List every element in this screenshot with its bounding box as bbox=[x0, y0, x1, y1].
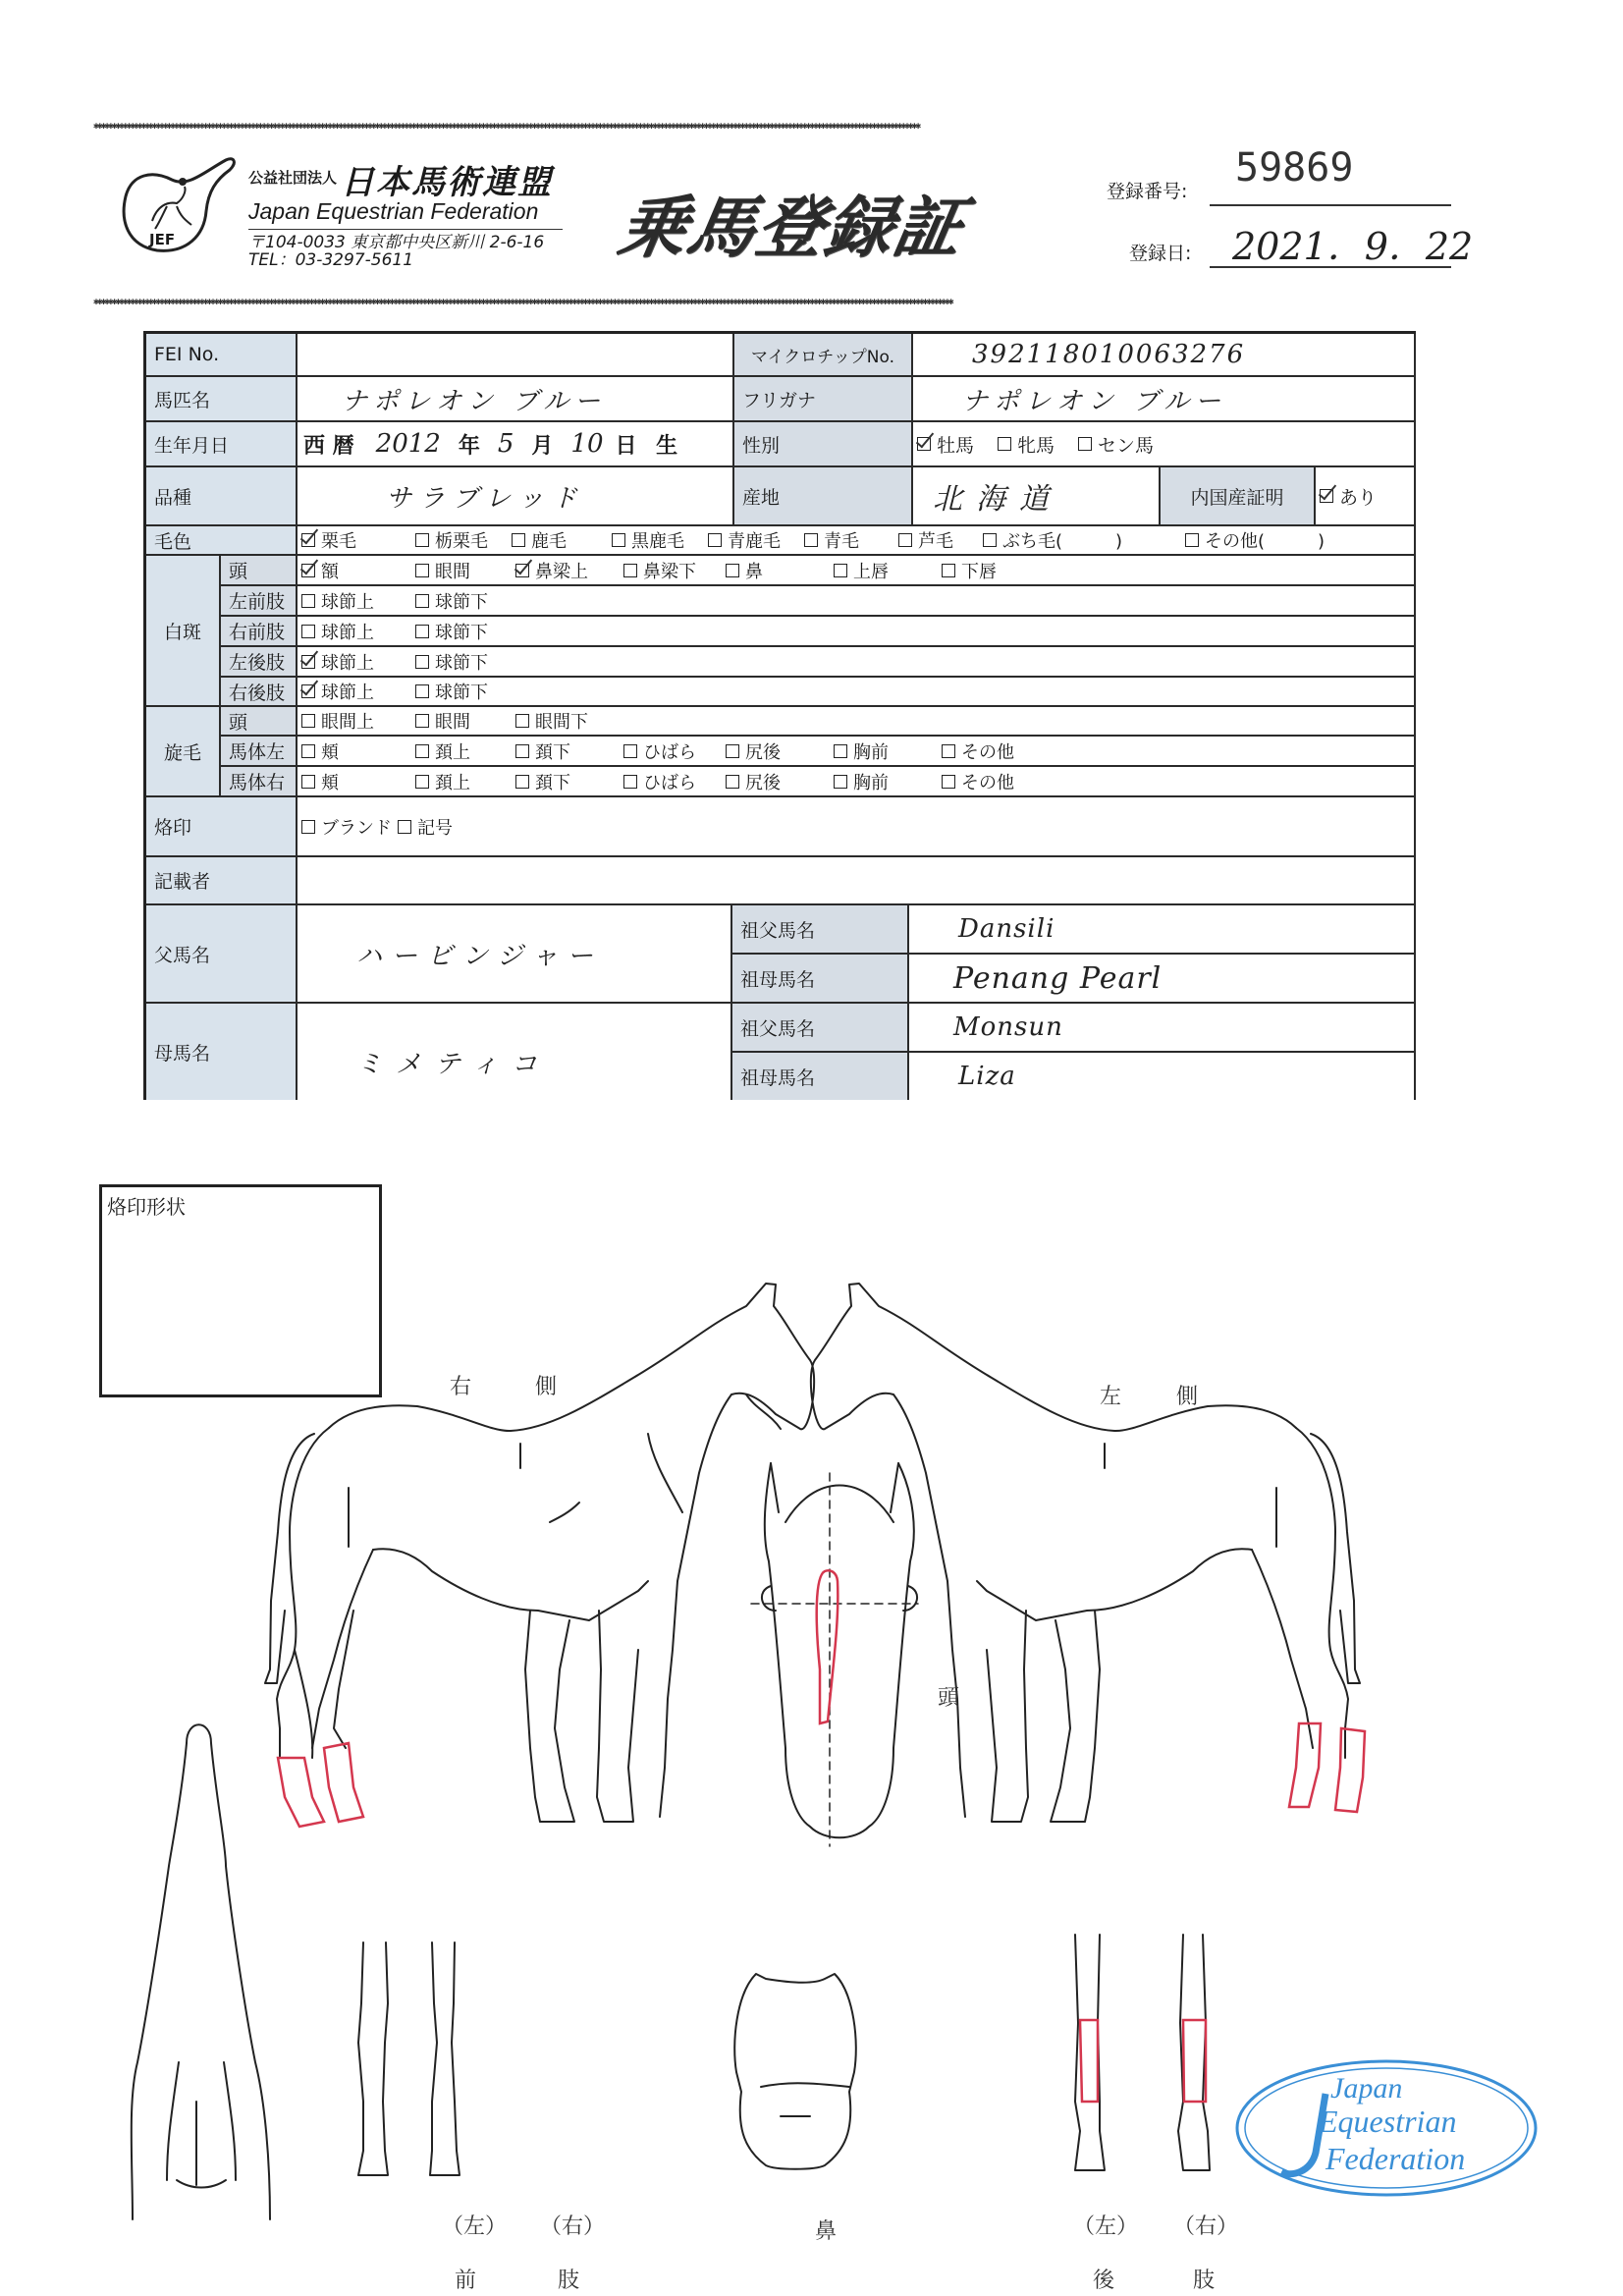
fei-no-field[interactable] bbox=[298, 334, 734, 377]
option-label: ひばら bbox=[643, 741, 696, 763]
checkbox-icon[interactable] bbox=[1185, 533, 1199, 547]
birth-date-label-text: 生年月日 bbox=[154, 434, 230, 457]
whorl-body-right-options bbox=[298, 767, 1416, 797]
birth-year: 2012 bbox=[375, 429, 441, 459]
origin-label bbox=[734, 467, 913, 526]
checkbox-checked-icon[interactable] bbox=[917, 437, 931, 451]
dam-granddam-label bbox=[732, 1053, 909, 1100]
dam-label-text: 母馬名 bbox=[154, 1042, 211, 1065]
coat-option-dark-bay[interactable] bbox=[612, 527, 702, 553]
checkbox-icon[interactable] bbox=[301, 714, 315, 728]
org-name-en: Japan Equestrian Federation bbox=[248, 198, 539, 224]
grandsire-label-text: 祖父馬名 bbox=[740, 1017, 816, 1040]
sire-granddam-value: Penang Pearl bbox=[953, 960, 1163, 996]
horse-name-field[interactable] bbox=[298, 377, 734, 422]
checkbox-icon[interactable] bbox=[834, 775, 847, 789]
left-side-label-2: 側 bbox=[1176, 1385, 1199, 1409]
option-label: 頬 bbox=[321, 772, 339, 793]
coat-option-label: その他( ) bbox=[1205, 531, 1325, 552]
microchip-value: 392118010063276 bbox=[972, 340, 1246, 369]
option-label: 球節上 bbox=[321, 652, 374, 674]
whorl-left-chest[interactable] bbox=[834, 738, 936, 764]
grandsire-label-text: 祖父馬名 bbox=[740, 919, 816, 942]
option-label: 尻後 bbox=[745, 772, 781, 793]
white-right-hind-label bbox=[221, 678, 298, 707]
org-prefix: 公益社団法人 bbox=[248, 169, 338, 187]
option-label: 球節下 bbox=[435, 622, 488, 643]
checkbox-icon[interactable] bbox=[726, 775, 739, 789]
hindlimb-caption-1: 後 bbox=[1093, 2269, 1115, 2293]
white-head-options bbox=[298, 556, 1416, 586]
brand-shape-label: 烙印形状 bbox=[107, 1195, 186, 1219]
row-label: 右後肢 bbox=[229, 682, 286, 704]
breed-value: サラブレッド bbox=[386, 483, 585, 514]
rear-view-outline bbox=[132, 1724, 270, 2219]
coat-option-black[interactable] bbox=[804, 527, 893, 553]
white-right-fore-below-fetlock[interactable] bbox=[415, 619, 488, 644]
checkbox-checked-icon[interactable] bbox=[301, 564, 315, 577]
checkbox-icon[interactable] bbox=[398, 820, 411, 834]
hind-right-marking bbox=[1183, 2020, 1206, 2102]
org-name-ja: 日本馬術連盟 bbox=[341, 163, 553, 202]
forelimb-left-label: （左） bbox=[442, 2214, 508, 2239]
dam-grandsire-field[interactable] bbox=[909, 1004, 1416, 1053]
whorl-left-lower-neck[interactable] bbox=[515, 738, 618, 764]
sire-grandsire-field[interactable] bbox=[909, 905, 1416, 955]
muzzle-label: 鼻 bbox=[815, 2219, 838, 2244]
checkbox-icon[interactable] bbox=[708, 533, 722, 547]
breed-label bbox=[146, 467, 298, 526]
checkbox-icon[interactable] bbox=[301, 820, 315, 834]
checkbox-icon[interactable] bbox=[415, 594, 429, 608]
stamp-line-3: Federation bbox=[1325, 2141, 1466, 2176]
option-label: 眼間 bbox=[435, 712, 470, 733]
coat-color-options bbox=[298, 526, 1416, 556]
recorder-label-text: 記載者 bbox=[154, 871, 211, 893]
sex-option-label: 牝馬 bbox=[1017, 434, 1055, 457]
sire-label bbox=[146, 905, 298, 1004]
option-label: その他 bbox=[961, 741, 1014, 763]
registration-number-underline bbox=[1210, 204, 1451, 206]
whorl-right-flank[interactable] bbox=[623, 769, 720, 794]
sex-options bbox=[913, 422, 1416, 467]
coat-color-label bbox=[146, 526, 298, 556]
white-head-forehead[interactable] bbox=[301, 558, 409, 583]
left-side-horse-outline bbox=[811, 1284, 1360, 1822]
granddam-label-text: 祖母馬名 bbox=[740, 1066, 816, 1089]
muzzle-outline bbox=[734, 1974, 856, 2169]
option-label: 下唇 bbox=[961, 561, 997, 582]
breed-label-text: 品種 bbox=[154, 486, 192, 509]
microchip-field[interactable] bbox=[913, 334, 1416, 377]
horse-name-label-text: 馬匹名 bbox=[154, 389, 211, 411]
checkbox-icon[interactable] bbox=[301, 775, 315, 789]
white-markings-label-text: 白斑 bbox=[163, 621, 201, 643]
forelimb-caption-2: 肢 bbox=[558, 2269, 580, 2293]
registration-date-underline bbox=[1210, 266, 1451, 268]
furigana-value: ナポレオン ブルー bbox=[962, 386, 1227, 416]
option-label: その他 bbox=[961, 772, 1014, 793]
registration-number-label: 登録番号: bbox=[1107, 181, 1188, 202]
white-left-hind-options bbox=[298, 647, 1416, 678]
registration-number-value: 59869 bbox=[1235, 145, 1354, 191]
dam-granddam-value: Liza bbox=[958, 1062, 1016, 1091]
white-head-between-eyes[interactable] bbox=[415, 558, 510, 583]
sire-value: ハービンジャー bbox=[356, 941, 603, 971]
option-label: 胸前 bbox=[853, 741, 889, 763]
right-side-label-2: 側 bbox=[535, 1375, 558, 1399]
coat-option-pinto[interactable] bbox=[983, 527, 1179, 553]
brand-shape-box[interactable] bbox=[99, 1184, 382, 1397]
head-center-guidelines bbox=[751, 1473, 918, 1846]
checkbox-icon[interactable] bbox=[612, 533, 625, 547]
white-right-fore-above-fetlock[interactable] bbox=[301, 619, 409, 644]
dam-value: ミメティコ bbox=[356, 1049, 551, 1079]
checkbox-icon[interactable] bbox=[301, 594, 315, 608]
horse-name-value: ナポレオン ブルー bbox=[342, 386, 607, 416]
checkbox-icon[interactable] bbox=[415, 684, 429, 698]
furigana-field[interactable] bbox=[913, 377, 1416, 422]
checkbox-icon[interactable] bbox=[942, 775, 955, 789]
checkbox-icon[interactable] bbox=[726, 744, 739, 758]
option-label: 球節上 bbox=[321, 683, 374, 703]
checkbox-icon[interactable] bbox=[942, 564, 955, 577]
whorls-label bbox=[146, 707, 221, 797]
furigana-label-text: フリガナ bbox=[742, 389, 817, 411]
hindlimb-caption-2: 肢 bbox=[1193, 2269, 1216, 2293]
white-right-hind-below-fetlock[interactable] bbox=[415, 679, 488, 704]
white-left-hind-above-fetlock[interactable] bbox=[301, 649, 409, 675]
recorder-field[interactable] bbox=[298, 857, 1416, 905]
head-front-view-outline bbox=[762, 1463, 917, 1837]
saddle-rider-icon bbox=[118, 152, 245, 260]
checkbox-icon[interactable] bbox=[415, 533, 429, 547]
coat-option-gray[interactable] bbox=[898, 527, 977, 553]
org-contact bbox=[248, 234, 544, 269]
jef-official-stamp bbox=[1232, 2054, 1542, 2202]
coat-option-label: 栗毛 bbox=[321, 531, 356, 552]
birth-era: 西 暦 bbox=[303, 433, 354, 459]
fei-no-label bbox=[146, 334, 298, 377]
row-label: 右前肢 bbox=[229, 622, 286, 643]
dam-grandsire-label bbox=[732, 1004, 909, 1053]
option-label: 球節下 bbox=[435, 652, 488, 674]
sex-label-text: 性別 bbox=[742, 434, 781, 457]
domestic-cert-label bbox=[1161, 467, 1316, 526]
checkbox-icon[interactable] bbox=[415, 625, 429, 638]
option-label: 鼻梁上 bbox=[535, 561, 588, 582]
birth-date-label bbox=[146, 422, 298, 467]
origin-value: 北海道 bbox=[933, 482, 1062, 517]
whorl-head-label bbox=[221, 707, 298, 737]
row-label: 馬体左 bbox=[229, 741, 286, 763]
sire-field[interactable] bbox=[298, 905, 732, 1004]
checkbox-checked-icon[interactable] bbox=[301, 655, 315, 669]
white-right-fore-label bbox=[221, 617, 298, 647]
hindlimb-left-label: （左） bbox=[1073, 2214, 1139, 2239]
coat-option-bay[interactable] bbox=[512, 527, 606, 553]
checkbox-icon[interactable] bbox=[623, 744, 637, 758]
sex-option-stallion[interactable] bbox=[917, 431, 974, 458]
option-label: 記号 bbox=[417, 817, 453, 839]
option-label: 頚下 bbox=[535, 772, 570, 793]
sire-grandsire-value: Dansili bbox=[958, 914, 1055, 944]
registration-date-value: 2021．9．22 bbox=[1232, 225, 1474, 268]
checkbox-icon[interactable] bbox=[512, 533, 525, 547]
white-right-fore-options bbox=[298, 617, 1416, 647]
forelimb-right-label: （右） bbox=[540, 2214, 606, 2239]
whorl-left-other[interactable] bbox=[942, 738, 1014, 764]
brand-label bbox=[146, 797, 298, 857]
whorl-right-upper-neck[interactable] bbox=[415, 769, 510, 794]
whorl-right-other[interactable] bbox=[942, 769, 1014, 794]
sire-granddam-field[interactable] bbox=[909, 955, 1416, 1004]
checkbox-icon[interactable] bbox=[998, 437, 1011, 451]
white-left-fore-label bbox=[221, 586, 298, 617]
option-label: 尻後 bbox=[745, 741, 781, 763]
option-label: 球節下 bbox=[435, 683, 488, 703]
checkbox-icon[interactable] bbox=[415, 744, 429, 758]
birth-month-unit: 月 bbox=[531, 433, 554, 459]
checkbox-checked-icon[interactable] bbox=[301, 684, 315, 698]
checkbox-icon[interactable] bbox=[515, 744, 529, 758]
registration-date-label: 登録日: bbox=[1129, 243, 1192, 264]
forelimbs-outline bbox=[358, 1942, 460, 2175]
whorl-right-cheek[interactable] bbox=[301, 769, 409, 794]
white-left-hind-below-fetlock[interactable] bbox=[415, 649, 488, 675]
coat-option-label: 栃栗毛 bbox=[435, 531, 488, 552]
option-label: 鼻梁下 bbox=[643, 561, 696, 582]
white-head-upper-nasal[interactable] bbox=[515, 558, 618, 583]
stamp-line-2: Equestrian bbox=[1319, 2104, 1457, 2139]
birth-day-unit: 日 生 bbox=[615, 433, 684, 459]
hindlimb-right-label: （右） bbox=[1173, 2214, 1239, 2239]
white-head-lower-lip[interactable] bbox=[942, 558, 997, 583]
checkbox-icon[interactable] bbox=[415, 714, 429, 728]
white-left-fore-below-fetlock[interactable] bbox=[415, 588, 488, 614]
origin-label-text: 産地 bbox=[742, 486, 781, 509]
granddam-label-text: 祖母馬名 bbox=[740, 968, 816, 991]
option-label: ひばら bbox=[643, 772, 696, 793]
option-label: 頚上 bbox=[435, 772, 470, 793]
coat-option-brown[interactable] bbox=[708, 527, 798, 553]
furigana-label bbox=[734, 377, 913, 422]
checkbox-checked-icon[interactable] bbox=[515, 564, 529, 577]
checkbox-icon[interactable] bbox=[726, 564, 739, 577]
domestic-cert-label-text: 内国産証明 bbox=[1190, 486, 1284, 509]
right-hind-right-marking bbox=[324, 1743, 363, 1822]
whorl-body-left-options bbox=[298, 737, 1416, 767]
sex-option-mare[interactable] bbox=[998, 431, 1055, 458]
registration-form-table bbox=[143, 331, 1416, 1100]
left-hind-left-marking bbox=[1289, 1723, 1321, 1807]
white-head-nose[interactable] bbox=[726, 558, 828, 583]
option-label: 額 bbox=[321, 561, 339, 582]
dam-label bbox=[146, 1004, 298, 1100]
whorl-left-upper-neck[interactable] bbox=[415, 738, 510, 764]
checkbox-icon[interactable] bbox=[834, 744, 847, 758]
whorl-right-buttock[interactable] bbox=[726, 769, 828, 794]
document-title: 乗馬登録証 bbox=[612, 190, 970, 267]
dam-granddam-field[interactable] bbox=[909, 1053, 1416, 1100]
coat-option-other[interactable] bbox=[1185, 527, 1325, 553]
hindlimbs-outline bbox=[1075, 1935, 1210, 2170]
white-marking-annotations bbox=[278, 1570, 1365, 2102]
checkbox-checked-icon[interactable] bbox=[301, 533, 315, 547]
recorder-label bbox=[146, 857, 298, 905]
sex-option-label: 牡馬 bbox=[937, 434, 975, 457]
sire-label-text: 父馬名 bbox=[154, 944, 211, 966]
jef-logo bbox=[118, 152, 245, 260]
whorls-label-text: 旋毛 bbox=[163, 741, 201, 764]
white-markings-label bbox=[146, 556, 221, 707]
whorl-head-below-eyes[interactable] bbox=[515, 708, 588, 734]
checkbox-checked-icon[interactable] bbox=[1320, 489, 1333, 503]
option-label: 球節上 bbox=[321, 591, 374, 613]
org-tel: TEL：03-3297-5611 bbox=[248, 250, 414, 270]
coat-option-label: 青毛 bbox=[824, 531, 859, 552]
option-label: 眼間上 bbox=[321, 712, 374, 733]
row-label: 左前肢 bbox=[229, 591, 286, 613]
origin-field[interactable] bbox=[913, 467, 1161, 526]
microchip-label-text: マイクロチップNo. bbox=[750, 347, 895, 367]
checkbox-icon[interactable] bbox=[415, 564, 429, 577]
row-label: 頭 bbox=[229, 561, 248, 582]
coat-option-label: ぶち毛( ) bbox=[1002, 531, 1123, 552]
right-hind-left-marking bbox=[278, 1758, 324, 1827]
checkbox-icon[interactable] bbox=[301, 744, 315, 758]
whorl-body-left-label bbox=[221, 737, 298, 767]
checkbox-icon[interactable] bbox=[1078, 437, 1092, 451]
checkbox-icon[interactable] bbox=[301, 625, 315, 638]
option-label: 球節上 bbox=[321, 622, 374, 643]
top-decorative-border: ✱✱✱✱✱✱✱✱✱✱✱✱✱✱✱✱✱✱✱✱✱✱✱✱✱✱✱✱✱✱✱✱✱✱✱✱✱✱✱✱✱✱✱✱✱✱✱✱✱✱✱✱✱✱✱✱✱✱✱✱✱✱✱✱✱✱✱✱✱✱✱✱✱✱✱✱✱✱✱✱✱✱✱✱✱✱✱✱✱✱✱✱✱✱✱✱✱✱✱✱✱✱✱✱✱✱✱✱✱✱✱✱✱✱✱✱✱✱✱✱✱✱✱✱✱✱✱✱✱✱✱✱✱✱✱✱✱✱✱✱✱✱✱✱✱✱✱✱✱✱✱✱✱✱✱✱✱✱✱✱✱✱✱✱✱✱✱✱✱✱✱✱✱✱✱✱✱✱✱✱✱✱✱✱✱✱✱✱✱✱✱✱✱✱✱✱✱✱✱✱✱✱✱✱✱✱✱✱✱✱✱✱✱✱✱✱✱✱✱✱✱✱✱✱✱✱ bbox=[93, 122, 919, 132]
dam-grandsire-value: Monsun bbox=[953, 1012, 1063, 1042]
option-label: 鼻 bbox=[745, 561, 763, 582]
option-label: 頚上 bbox=[435, 741, 470, 763]
whorl-body-right-label bbox=[221, 767, 298, 797]
birth-month: 5 bbox=[497, 429, 514, 459]
white-head-lower-nasal[interactable] bbox=[623, 558, 720, 583]
logo-jef-text: JEF bbox=[149, 231, 176, 248]
checkbox-icon[interactable] bbox=[983, 533, 997, 547]
whorl-left-buttock[interactable] bbox=[726, 738, 828, 764]
hind-left-marking bbox=[1080, 2020, 1098, 2102]
option-label: 眼間下 bbox=[535, 712, 588, 733]
whorl-head-between-eyes[interactable] bbox=[415, 708, 510, 734]
stamp-line-1: Japan bbox=[1330, 2072, 1403, 2105]
breed-field[interactable] bbox=[298, 467, 734, 526]
microchip-label bbox=[734, 334, 913, 377]
checkbox-icon[interactable] bbox=[834, 564, 847, 577]
brand-label-text: 烙印 bbox=[154, 817, 192, 839]
option-label: 胸前 bbox=[853, 772, 889, 793]
white-head-upper-lip[interactable] bbox=[834, 558, 936, 583]
whorl-right-lower-neck[interactable] bbox=[515, 769, 618, 794]
checkbox-icon[interactable] bbox=[623, 775, 637, 789]
coat-option-label: 青鹿毛 bbox=[728, 531, 781, 552]
checkbox-icon[interactable] bbox=[515, 775, 529, 789]
org-divider bbox=[248, 229, 563, 230]
brand-options bbox=[298, 797, 1416, 857]
birth-date-field[interactable] bbox=[298, 422, 734, 467]
sex-option-gelding[interactable] bbox=[1078, 431, 1154, 458]
checkbox-icon[interactable] bbox=[942, 744, 955, 758]
domestic-cert-option[interactable] bbox=[1316, 467, 1416, 526]
sire-granddam-label bbox=[732, 955, 909, 1004]
left-hind-right-marking bbox=[1335, 1728, 1365, 1812]
option-label: 眼間 bbox=[435, 561, 470, 582]
white-left-hind-label bbox=[221, 647, 298, 678]
sex-option-label: セン馬 bbox=[1098, 434, 1155, 457]
white-left-fore-options bbox=[298, 586, 1416, 617]
sire-grandsire-label bbox=[732, 905, 909, 955]
whorl-left-cheek[interactable] bbox=[301, 738, 409, 764]
whorl-head-options bbox=[298, 707, 1416, 737]
white-left-fore-above-fetlock[interactable] bbox=[301, 588, 409, 614]
row-label: 頭 bbox=[229, 711, 248, 734]
white-right-hind-options bbox=[298, 678, 1416, 707]
domestic-cert-option-label: あり bbox=[1339, 486, 1378, 509]
coat-option-dark-chestnut[interactable] bbox=[415, 527, 506, 553]
coat-option-label: 芦毛 bbox=[918, 531, 953, 552]
whorl-left-flank[interactable] bbox=[623, 738, 720, 764]
coat-option-label: 黒鹿毛 bbox=[631, 531, 684, 552]
white-right-hind-above-fetlock[interactable] bbox=[301, 679, 409, 704]
left-side-label-1: 左 bbox=[1100, 1385, 1122, 1409]
horse-name-label bbox=[146, 377, 298, 422]
coat-color-label-text: 毛色 bbox=[154, 530, 192, 553]
head-blaze-marking bbox=[817, 1570, 839, 1723]
birth-year-unit: 年 bbox=[458, 433, 480, 459]
option-label: 頚下 bbox=[535, 741, 570, 763]
row-label: 左後肢 bbox=[229, 652, 286, 674]
checkbox-icon[interactable] bbox=[415, 655, 429, 669]
sex-label bbox=[734, 422, 913, 467]
org-address: 〒104-0033 東京都中央区新川 2-6-16 bbox=[248, 233, 545, 252]
bottom-decorative-border: ✱✱✱✱✱✱✱✱✱✱✱✱✱✱✱✱✱✱✱✱✱✱✱✱✱✱✱✱✱✱✱✱✱✱✱✱✱✱✱✱✱✱✱✱✱✱✱✱✱✱✱✱✱✱✱✱✱✱✱✱✱✱✱✱✱✱✱✱✱✱✱✱✱✱✱✱✱✱✱✱✱✱✱✱✱✱✱✱✱✱✱✱✱✱✱✱✱✱✱✱✱✱✱✱✱✱✱✱✱✱✱✱✱✱✱✱✱✱✱✱✱✱✱✱✱✱✱✱✱✱✱✱✱✱✱✱✱✱✱✱✱✱✱✱✱✱✱✱✱✱✱✱✱✱✱✱✱✱✱✱✱✱✱✱✱✱✱✱✱✱✱✱✱✱✱✱✱✱✱✱✱✱✱✱✱✱✱✱✱✱✱✱✱✱✱✱✱✱✱✱✱✱✱✱✱✱✱✱✱✱✱✱✱✱✱✱✱✱✱✱✱✱✱✱✱✱✱✱✱✱✱✱✱✱✱ bbox=[93, 298, 952, 307]
checkbox-icon[interactable] bbox=[515, 714, 529, 728]
forelimb-caption-1: 前 bbox=[455, 2269, 477, 2293]
brand-option-symbol[interactable] bbox=[398, 814, 453, 840]
dam-field[interactable] bbox=[298, 1004, 732, 1100]
option-label: 球節下 bbox=[435, 591, 488, 613]
brand-option-brand[interactable] bbox=[301, 814, 392, 840]
coat-option-label: 鹿毛 bbox=[531, 531, 567, 552]
white-head-label bbox=[221, 556, 298, 586]
checkbox-icon[interactable] bbox=[415, 775, 429, 789]
birth-day: 10 bbox=[570, 429, 604, 459]
fei-no-label-text: FEI No. bbox=[154, 344, 220, 365]
row-label: 馬体右 bbox=[229, 772, 286, 793]
whorl-head-above-eyes[interactable] bbox=[301, 708, 409, 734]
checkbox-icon[interactable] bbox=[898, 533, 912, 547]
option-label: 頬 bbox=[321, 741, 339, 763]
right-side-label-1: 右 bbox=[450, 1375, 472, 1399]
whorl-right-chest[interactable] bbox=[834, 769, 936, 794]
checkbox-icon[interactable] bbox=[804, 533, 818, 547]
option-label: ブランド bbox=[321, 817, 392, 839]
option-label: 上唇 bbox=[853, 561, 889, 582]
checkbox-icon[interactable] bbox=[623, 564, 637, 577]
head-label: 頭 bbox=[938, 1686, 960, 1711]
coat-option-chestnut[interactable] bbox=[301, 527, 409, 553]
